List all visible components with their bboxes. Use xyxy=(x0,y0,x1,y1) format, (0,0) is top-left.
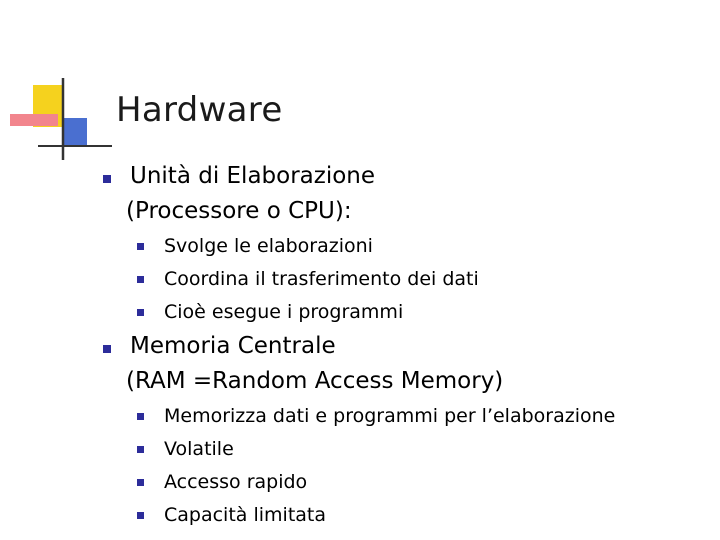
bullet-icon xyxy=(137,243,144,250)
bullet-icon xyxy=(137,446,144,453)
bullet-icon xyxy=(103,175,111,183)
list-item-text: Accesso rapido xyxy=(164,471,308,493)
section-heading-line1: Memoria Centrale xyxy=(130,333,336,359)
list-item-text: Cioè esegue i programmi xyxy=(164,301,404,323)
list-item-text: Svolge le elaborazioni xyxy=(164,235,373,257)
list-item-text: Volatile xyxy=(164,438,234,460)
bullet-icon xyxy=(137,479,144,486)
list-item xyxy=(137,296,403,329)
list-item xyxy=(137,263,479,296)
list-item xyxy=(137,466,307,499)
bullet-icon xyxy=(137,512,144,519)
section-cpu-heading xyxy=(103,159,375,229)
bullet-icon xyxy=(137,413,144,420)
list-item xyxy=(137,230,373,263)
bullet-icon xyxy=(137,309,144,316)
list-item xyxy=(137,499,326,532)
section-heading-line2: (Processore o CPU): xyxy=(126,198,352,224)
list-item-text: Coordina il trasferimento dei dati xyxy=(164,268,479,290)
section-heading-line1: Unità di Elaborazione xyxy=(130,163,376,189)
section-ram-heading xyxy=(103,329,503,399)
section-heading-line2: (RAM =Random Access Memory) xyxy=(126,368,504,394)
list-item-text: Memorizza dati e programmi per l’elaborazione xyxy=(164,405,616,427)
list-item xyxy=(137,433,234,466)
bullet-icon xyxy=(137,276,144,283)
bullet-icon xyxy=(103,345,111,353)
list-item-text: Capacità limitata xyxy=(164,504,327,526)
list-item xyxy=(137,400,615,433)
slide-title: Hardware xyxy=(116,90,283,130)
